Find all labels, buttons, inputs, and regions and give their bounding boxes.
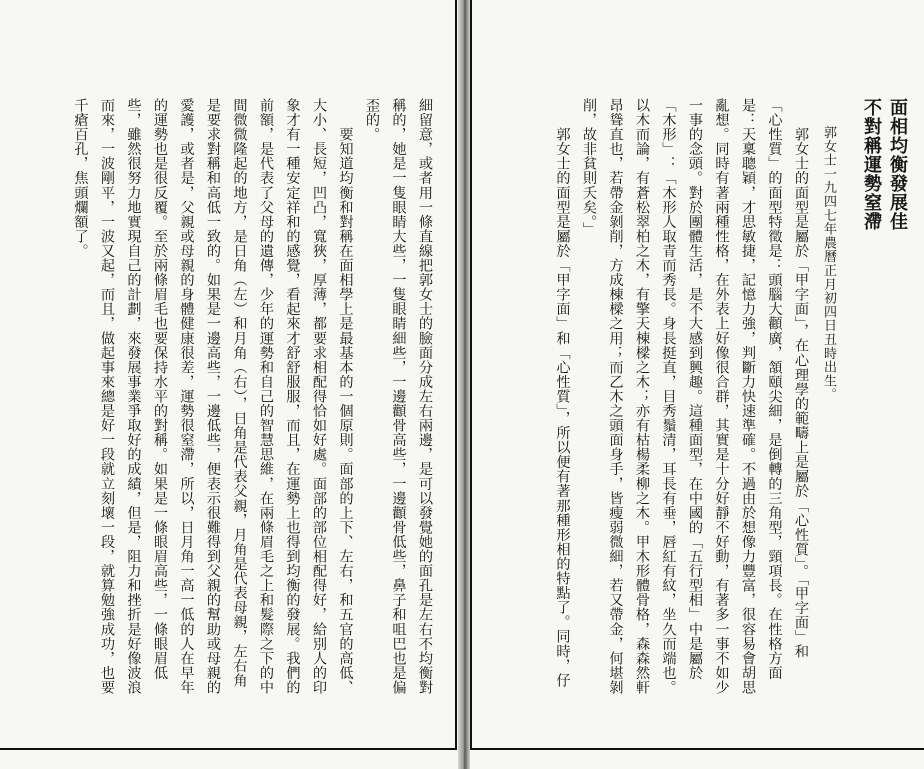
text-line: 細留意，或者用一條直線把郭女士的臉面分成左右兩邊，是可以發覺她的面孔是左右不均衡對	[417, 98, 433, 695]
right-page-body-text	[549, 98, 910, 695]
text-line: 要知道均衡和對稱在面相學上是最基本的一個原則。面部的上下、左右，和五官的高低、	[337, 98, 354, 695]
text-line: 郭女士的面型是屬於「甲字面」，在心理學的範疇上是屬於「心性質」。「甲字面」和	[793, 98, 809, 659]
text-line: 是：天稟聰穎，才思敏捷，記憶力強，判斷力快速準確。不過由於想像力豐富，很容易會胡思	[740, 98, 756, 695]
chapter-title-line: 面相均衡發展佳	[887, 98, 908, 231]
text-line: 愛護，或者是，父親或母親的身體健康很差，運勢很窒滯，所以，日月角一高一低的人在早年	[178, 98, 195, 695]
text-line: 昂聳直也，若帶金剝削，方成棟樑之用；而乙木之頭面身手，皆瘦弱微細，若又帶金，何堪剝	[607, 98, 624, 695]
book-gutter	[458, 0, 470, 769]
text-line: 的運勢也是很反覆。至於兩條眉毛也要保持水平的對稱。如果是一條眼眉高些，一條眼眉低	[152, 98, 168, 680]
left-page-edge-rule	[455, 0, 457, 748]
chapter-title-line: 不對稱運勢窒滯	[861, 98, 882, 231]
text-line: 郭女士的面型是屬於「甲字面」和「心性質」，所以便有著那種形相的特點了。同時，仔	[554, 98, 571, 688]
title-spacer	[842, 98, 858, 658]
left-page-body-text	[67, 98, 438, 695]
text-line: 是要求對稱和高低一致的。如果是一邊高些，一邊低些，便表示很難得到父親的幫助或母親的	[205, 98, 221, 695]
text-line: 大小、長短，凹凸，寬狹，厚薄，都要求相配得恰如好處。面部的部位相配得好，給別人的印	[311, 98, 327, 695]
text-line: 間微微隆起的地方，是日角（左）和月角（右），日角是代表父親，月角是代表母親，左右角	[231, 98, 248, 688]
text-line: 一事的念頭。對於團體生活，是不大感到興趣。這種面型，在中國的「五行型相」中是屬於	[687, 98, 703, 680]
text-line: 象才有一種安定祥和的感覺，看起來才舒舒服服，而且，在運勢上也得到均衡的發展。我們的	[284, 98, 301, 695]
text-line: 而來，一波剛平，一波又起，而且，做起事來總是好一段就立刻壞一段，就算勉強成功，也要	[99, 98, 115, 695]
right-page	[470, 0, 924, 769]
text-line: 以木而論，有蒼松翠柏之木，有擎天棟樑之木；亦有枯楊柔柳之木。甲木形體骨格，森森然軒	[634, 98, 650, 695]
left-page	[0, 0, 458, 769]
text-line: 「木形」：「木形人取青而秀長。身長挺直，目秀鬚清，耳長有垂，唇紅有紋，坐久而端也。	[660, 98, 677, 695]
left-page-bottom-rule	[0, 748, 457, 750]
text-line: 千瘡百孔，焦頭爛額了。	[72, 98, 89, 259]
text-line: 歪的。	[364, 98, 380, 142]
right-page-edge-rule	[470, 0, 472, 748]
text-line: 前額，是代表了父母的遺傳，少年的運勢和自己的智慧思維，在兩條眉毛之上和髮際之下的中	[258, 98, 274, 695]
text-line: 稱的，她是一隻眼睛大些，一隻眼睛細些，一邊顴骨高些，一邊顴骨低些，鼻子和咀巴也是偏	[390, 98, 407, 695]
text-line: 削，故非貧則夭矣。」	[581, 98, 597, 237]
right-page-bottom-rule	[470, 748, 924, 750]
birth-date-line: 郭女士一九四七年農曆正月初四日丑時出生。	[821, 98, 836, 402]
text-line: 些，雖然很努力地實現自己的計劃，來發展事業爭取好的成績，但是，阻力和挫折是好像波浪	[125, 98, 142, 695]
text-line: 「心性質」的面型特徵是：頭腦大顴廣，頷頤尖細，是倒轉的三角型，頸項長。在性格方面	[766, 98, 783, 680]
text-line: 亂想。同時有著兩種性格，在外表上好像很合群，其實是十分好靜不好動，有著多一事不如少	[713, 98, 730, 695]
